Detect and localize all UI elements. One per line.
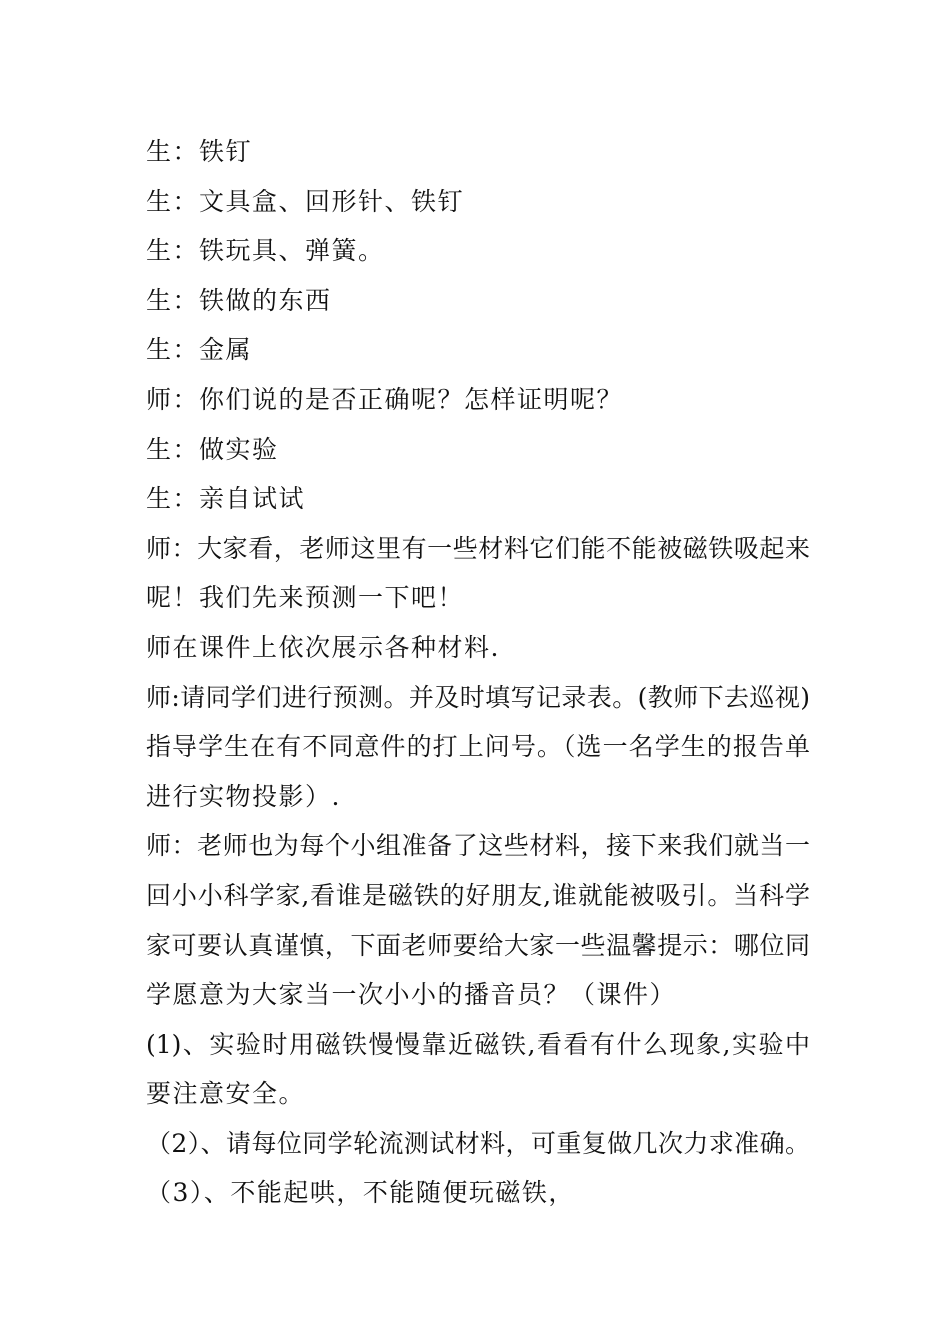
text-line: 师:请同学们进行预测。并及时填写记录表。(教师下去巡视)	[146, 682, 810, 712]
text-line: 生：亲自试试	[146, 484, 306, 514]
text-line: 要注意安全。	[146, 1079, 306, 1109]
text-line: 师：大家看，老师这里有一些材料它们能不能被磁铁吸起来	[146, 533, 810, 563]
text-line: 师：老师也为每个小组准备了这些材料，接下来我们就当一	[146, 831, 810, 861]
text-line: 师：你们说的是否正确呢？怎样证明呢？	[146, 384, 624, 414]
text-line: 呢！我们先来预测一下吧！	[146, 583, 465, 613]
text-line: （2）、请每位同学轮流测试材料，可重复做几次力求准确。	[146, 1128, 810, 1158]
text-line: 进行实物投影）.	[146, 781, 341, 811]
text-line: 生：铁钉	[146, 137, 253, 166]
text-line: （3）、不能起哄，不能随便玩磁铁，	[146, 1178, 575, 1208]
text-line: 生：铁做的东西	[146, 285, 332, 315]
text-line: (1)、实验时用磁铁慢慢靠近磁铁,看看有什么现象,实验中	[146, 1029, 810, 1059]
text-line: 生：做实验	[146, 434, 279, 464]
text-line: 指导学生在有不同意件的打上问号。（选一名学生的报告单	[146, 732, 810, 762]
text-line: 家可要认真谨慎，下面老师要给大家一些温馨提示：哪位同	[146, 930, 810, 960]
text-line: 回小小科学家,看谁是磁铁的好朋友,谁就能被吸引。当科学	[146, 880, 810, 910]
text-line: 师在课件上依次展示各种材料.	[146, 632, 500, 662]
text-line: 学愿意为大家当一次小小的播音员？（课件）	[146, 980, 677, 1010]
text-line: 生：金属	[146, 335, 253, 365]
text-line: 生：铁玩具、弹簧。	[146, 236, 385, 266]
document-body	[146, 127, 810, 1218]
text-line: 生：文具盒、回形针、铁钉	[146, 186, 465, 216]
